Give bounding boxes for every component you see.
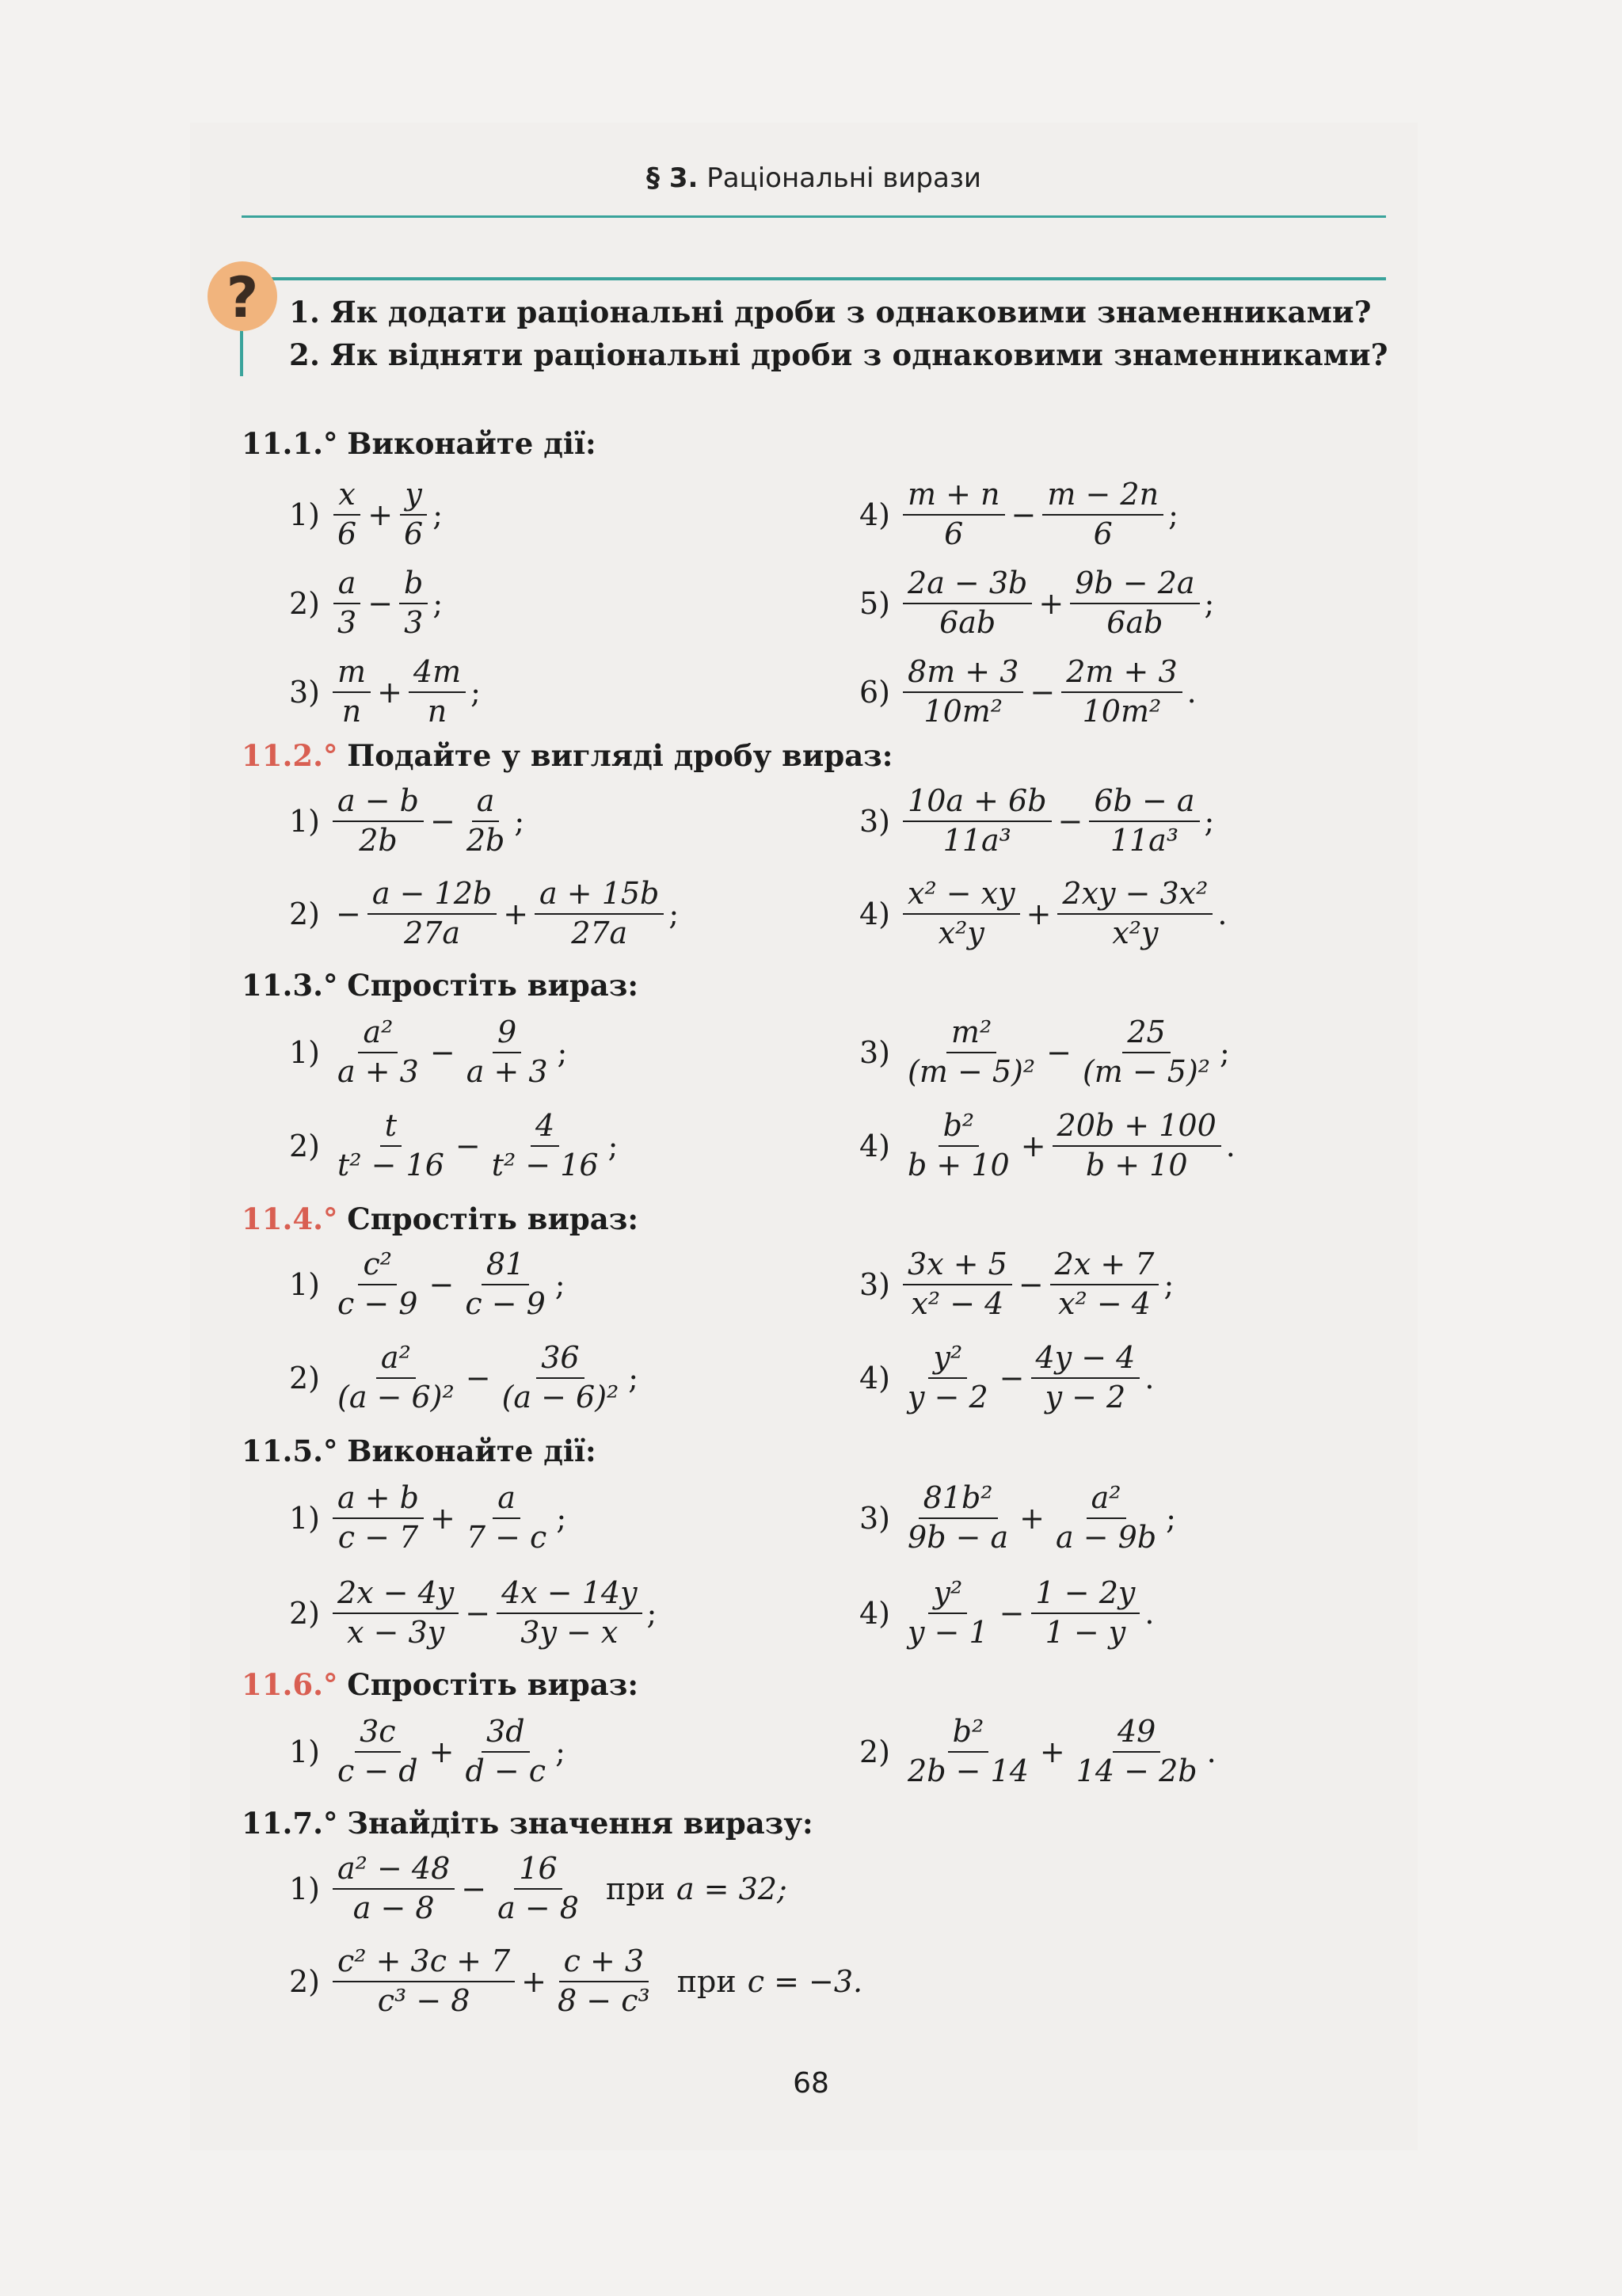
task-11-5-1: 1) $\frac{a + b}{c - 7}$ + $\frac{a}{7 - c}$ ; <box>289 1480 567 1555</box>
task-11-4-4: 4) $\frac{\text{y²}}{y - 2}$ − $\frac{4y - 4}{y - 2}$ . <box>859 1340 1155 1415</box>
task-11-2-2: 2) − $\frac{a - 12b}{27a}$ + $\frac{a + 15b}{27a}$ ; <box>289 876 680 950</box>
question-mark-icon: ? <box>208 261 277 331</box>
task-11-3-2: 2) $\frac{t}{\text{t² − 16}}$ − $\frac{4}{\text{t² − 16}}$ ; <box>289 1108 619 1182</box>
task-11-5-2: 2) $\frac{2x - 4y}{x - 3y}$ − $\frac{4x - 14y}{3y - x}$ ; <box>289 1575 657 1650</box>
questions-rule <box>261 277 1386 280</box>
task-11-3-4: 4) $\frac{\text{b²}}{b + 10}$ + $\frac{20b + 100}{b + 10}$ . <box>859 1108 1236 1182</box>
task-11-1-6: 6) $\frac{8m + 3}{\text{10m²}}$ − $\frac{2m + 3}{\text{10m²}}$ . <box>859 654 1197 729</box>
task-11-3-1: 1) $\frac{\text{a²}}{a + 3}$ − $\frac{9}{a + 3}$ ; <box>289 1015 568 1089</box>
question-2: 2. Як відняти раціональні дроби з однаковими знаменниками? <box>289 337 1388 372</box>
task-11-6-2: 2) $\frac{\text{b²}}{2b - 14}$ + $\frac{49}{14 - 2b}$ . <box>859 1714 1216 1788</box>
exercise-title: Виконайте дії: <box>347 426 596 461</box>
section-title: Раціональні вирази <box>706 162 981 194</box>
task-11-7-1: 1) $\frac{\text{a² − 48}}{a - 8}$ − $\frac{16}{a - 8}$ при a = 32; <box>289 1851 787 1925</box>
task-11-7-2: 2) $\frac{\text{c² + 3c + 7}}{\text{c³ − 8}}$ + $\frac{c + 3}{\text{8 − c³}}$ при c = −3. <box>289 1944 863 2018</box>
exercise-number: 11.7.° <box>242 1806 338 1841</box>
exercise-11-1 <box>242 426 596 461</box>
task-11-1-5: 5) $\frac{2a - 3b}{6ab}$ + $\frac{9b - 2a}{6ab}$ ; <box>859 565 1215 640</box>
exercise-title: Знайдіть значення виразу: <box>347 1806 813 1841</box>
task-11-1-4: 4) $\frac{m + n}{6}$ − $\frac{m - 2n}{6}$ ; <box>859 477 1178 551</box>
task-11-2-4: 4) $\frac{\text{x² − xy}}{\text{x²y}}$ + $\frac{\text{2xy − 3x²}}{\text{x²y}}$ . <box>859 876 1228 950</box>
task-11-1-1: 1) $\frac{x}{6}$ + $\frac{y}{6}$ ; <box>289 477 444 551</box>
exercise-title: Спростіть вираз: <box>347 1201 639 1236</box>
task-11-3-3: 3) $\frac{\text{m²}}{\text{(m − 5)²}}$ − $\frac{25}{\text{(m − 5)²}}$ ; <box>859 1015 1230 1089</box>
section-number: § 3. <box>645 162 699 194</box>
page-number: 68 <box>793 2067 829 2100</box>
question-1: 1. Як додати раціональні дроби з однаковими знаменниками? <box>289 295 1372 329</box>
exercise-title: Виконайте дії: <box>347 1434 596 1468</box>
exercise-number: 11.2.° <box>242 738 338 773</box>
exercise-11-3 <box>242 968 638 1003</box>
task-11-4-2: 2) $\frac{\text{a²}}{\text{(a − 6)²}}$ − $\frac{36}{\text{(a − 6)²}}$ ; <box>289 1340 639 1415</box>
task-11-2-3: 3) $\frac{10a + 6b}{\text{11a³}}$ − $\frac{6b - a}{\text{11a³}}$ ; <box>859 783 1215 858</box>
task-11-6-1: 1) $\frac{3c}{c - d}$ + $\frac{3d}{d - c}$ ; <box>289 1714 565 1788</box>
exercise-number: 11.3.° <box>242 968 338 1003</box>
exercise-title: Спростіть вираз: <box>347 968 639 1003</box>
exercise-number: 11.1.° <box>242 426 338 461</box>
task-11-5-4: 4) $\frac{\text{y²}}{y - 1}$ − $\frac{1 - 2y}{1 - y}$ . <box>859 1575 1155 1650</box>
task-11-5-3: 3) $\frac{\text{81b²}}{9b - a}$ + $\frac{\text{a²}}{a - 9b}$ ; <box>859 1480 1176 1555</box>
exercise-title: Спростіть вираз: <box>347 1667 639 1702</box>
exercise-title: Подайте у вигляді дробу вираз: <box>347 738 893 773</box>
page-header <box>242 162 1386 194</box>
task-11-1-3: 3) $\frac{m}{n}$ + $\frac{4m}{n}$ ; <box>289 654 481 729</box>
exercise-11-5 <box>242 1434 596 1468</box>
task-11-4-3: 3) $\frac{3x + 5}{\text{x² − 4}}$ − $\frac{2x + 7}{\text{x² − 4}}$ ; <box>859 1247 1175 1321</box>
exercise-number: 11.4.° <box>242 1201 338 1236</box>
exercise-11-7 <box>242 1806 813 1841</box>
exercise-11-4 <box>242 1201 638 1236</box>
exercise-11-6 <box>242 1667 638 1702</box>
exercise-number: 11.5.° <box>242 1434 338 1468</box>
exercise-number: 11.6.° <box>242 1667 338 1702</box>
task-11-2-1: 1) $\frac{a - b}{2b}$ − $\frac{a}{2b}$ ; <box>289 783 525 858</box>
exercise-11-2 <box>242 738 893 773</box>
header-rule <box>242 215 1386 218</box>
task-11-4-1: 1) $\frac{\text{c²}}{c - 9}$ − $\frac{81}{c - 9}$ ; <box>289 1247 565 1321</box>
task-11-1-2: 2) $\frac{a}{3}$ − $\frac{b}{3}$ ; <box>289 565 444 640</box>
